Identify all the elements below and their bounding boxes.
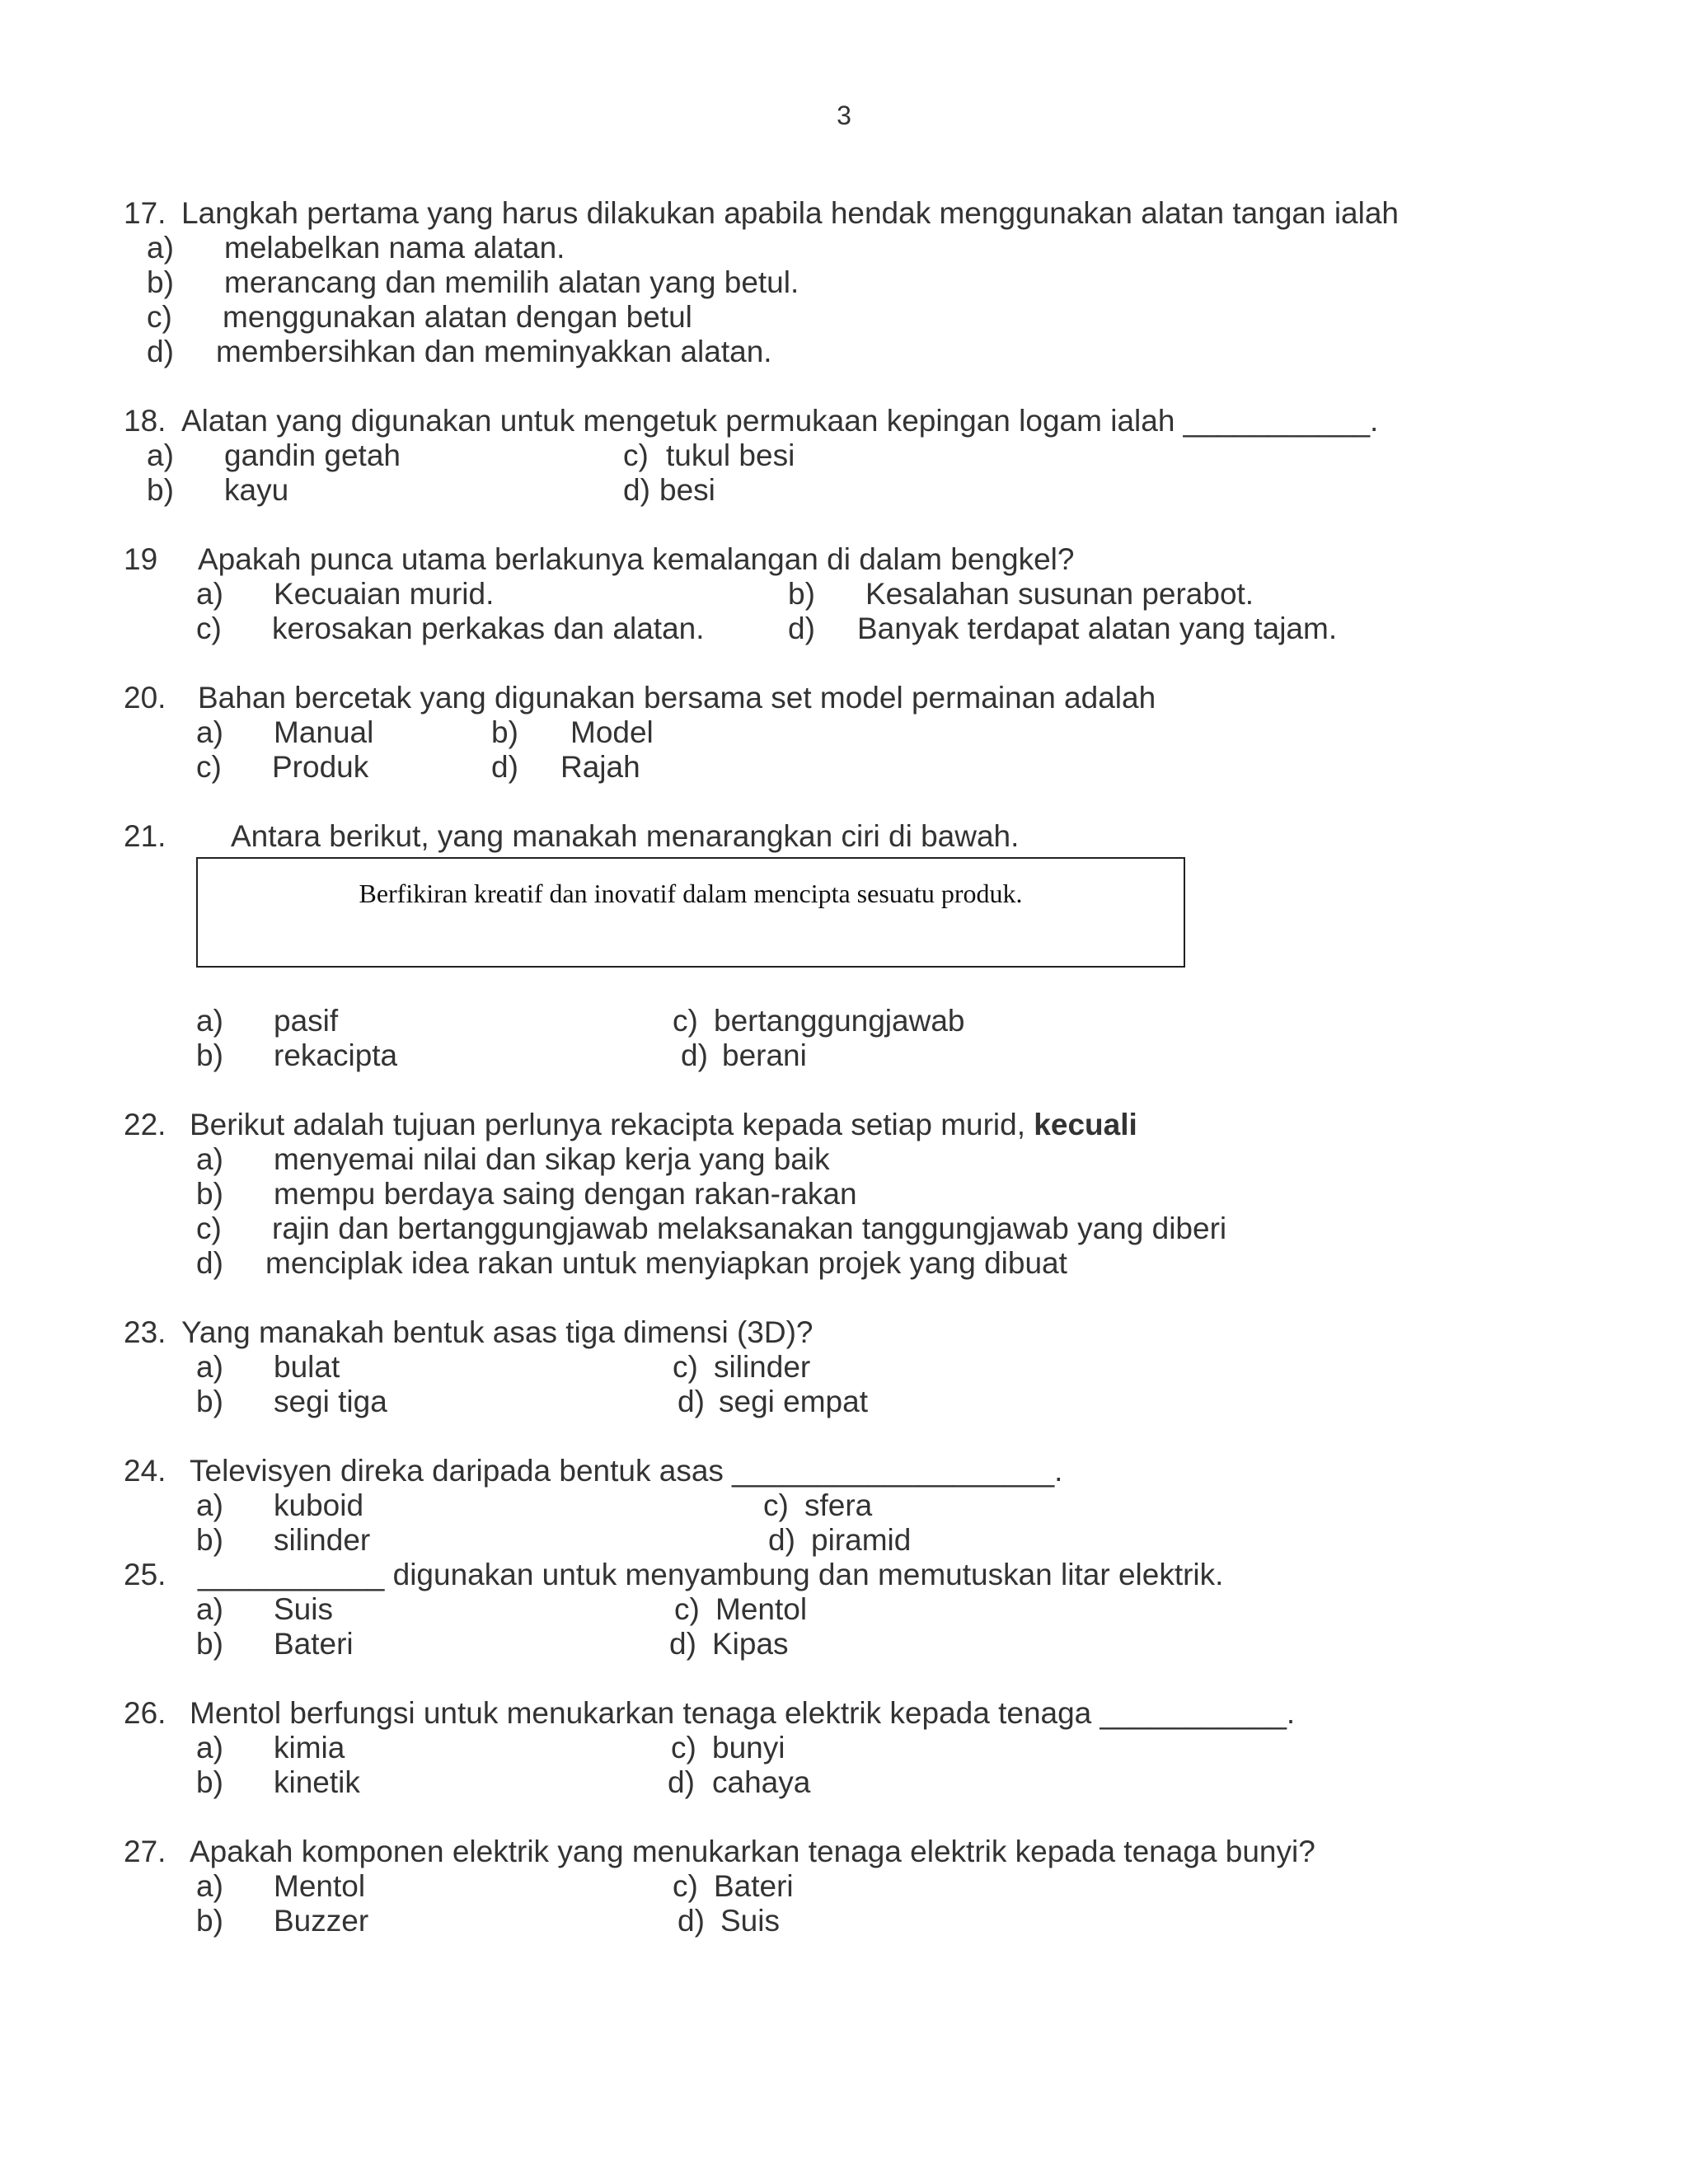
q17-option-a-letter: a) xyxy=(147,231,174,265)
q20-option-d-letter: d) xyxy=(491,750,518,784)
q24-option-d-text: piramid xyxy=(811,1523,912,1557)
q22-option-b-letter: b) xyxy=(196,1177,223,1211)
q24-text: Televisyen direka daripada bentuk asas ___________________. xyxy=(190,1454,1063,1488)
q21-text: Antara berikut, yang manakah menarangkan ciri di bawah. xyxy=(231,819,1020,853)
q22-text-bold: kecuali xyxy=(1034,1108,1137,1141)
q24-option-a-text: kuboid xyxy=(274,1488,364,1522)
q22-option-b-text: mempu berdaya saing dengan rakan-rakan xyxy=(274,1177,857,1211)
q27-option-c-text: Bateri xyxy=(714,1869,794,1903)
q18-option-a-letter: a) xyxy=(147,438,174,472)
q20-option-d-text: Rajah xyxy=(560,750,640,784)
q26-option-b-text: kinetik xyxy=(274,1765,360,1799)
q22-option-c-letter: c) xyxy=(196,1212,222,1245)
q27-number: 27. xyxy=(124,1835,166,1868)
q18-number: 18. xyxy=(124,404,166,438)
page-number: 3 xyxy=(837,101,851,130)
q20-number: 20. xyxy=(124,681,166,715)
q24-option-b-letter: b) xyxy=(196,1523,223,1557)
q20-option-b-letter: b) xyxy=(491,715,518,749)
q27-option-b-text: Buzzer xyxy=(274,1904,369,1938)
q25-option-d-text: Kipas xyxy=(712,1627,789,1661)
q17-text: Langkah pertama yang harus dilakukan apabila hendak menggunakan alatan tangan ialah xyxy=(181,196,1400,230)
q23-option-a-text: bulat xyxy=(274,1350,340,1384)
q24-option-c-letter: c) xyxy=(763,1488,789,1522)
q22-number: 22. xyxy=(124,1108,166,1141)
q23-option-b-text: segi tiga xyxy=(274,1385,387,1418)
q18-option-b-letter: b) xyxy=(147,473,174,507)
q27-option-d-text: Suis xyxy=(720,1904,780,1938)
q24-option-c-text: sfera xyxy=(804,1488,873,1522)
q24-option-b-text: silinder xyxy=(274,1523,371,1557)
q23-option-c-text: silinder xyxy=(714,1350,811,1384)
q18-option-d-letter: d) xyxy=(623,473,650,507)
q20-option-a-text: Manual xyxy=(274,715,374,749)
q20-option-c-letter: c) xyxy=(196,750,222,784)
q26-text: Mentol berfungsi untuk menukarkan tenaga elektrik kepada tenaga ___________. xyxy=(190,1696,1296,1730)
q20-text: Bahan bercetak yang digunakan bersama set model permainan adalah xyxy=(198,681,1156,715)
q27-option-b-letter: b) xyxy=(196,1904,223,1938)
q17-option-d-text: membersihkan dan meminyakkan alatan. xyxy=(216,335,772,368)
q19-option-d-letter: d) xyxy=(788,612,815,645)
q23-option-c-letter: c) xyxy=(673,1350,698,1384)
q19-option-c-letter: c) xyxy=(196,612,222,645)
q18-option-a-text: gandin getah xyxy=(224,438,401,472)
q23-text: Yang manakah bentuk asas tiga dimensi (3D)? xyxy=(181,1315,814,1349)
q26-option-c-letter: c) xyxy=(671,1731,696,1765)
q19-option-b-text: Kesalahan susunan perabot. xyxy=(865,577,1254,611)
q22-option-d-letter: d) xyxy=(196,1246,223,1280)
q20-option-b-text: Model xyxy=(570,715,654,749)
q22-option-a-letter: a) xyxy=(196,1142,223,1176)
q22-text xyxy=(190,1108,1137,1142)
q21-option-a-letter: a) xyxy=(196,1004,223,1038)
q23-number: 23. xyxy=(124,1315,166,1349)
q22-text-main: Berikut adalah tujuan perlunya rekacipta kepada setiap murid, xyxy=(190,1108,1026,1141)
q17-option-d-letter: d) xyxy=(147,335,174,368)
q19-option-a-letter: a) xyxy=(196,577,223,611)
q26-option-d-text: cahaya xyxy=(712,1765,811,1799)
q25-option-a-text: Suis xyxy=(274,1592,333,1626)
characteristic-box xyxy=(196,857,1185,968)
q25-number: 25. xyxy=(124,1558,166,1591)
q24-option-d-letter: d) xyxy=(768,1523,795,1557)
q17-option-c-letter: c) xyxy=(147,300,172,334)
q19-number: 19 xyxy=(124,542,158,576)
q26-option-a-letter: a) xyxy=(196,1731,223,1765)
q22-option-c-text: rajin dan bertanggungjawab melaksanakan tanggungjawab yang diberi xyxy=(272,1212,1227,1245)
q19-option-a-text: Kecuaian murid. xyxy=(274,577,495,611)
q25-option-b-text: Bateri xyxy=(274,1627,354,1661)
q22-option-d-text: menciplak idea rakan untuk menyiapkan projek yang dibuat xyxy=(265,1246,1067,1280)
q27-option-d-letter: d) xyxy=(678,1904,705,1938)
q22-option-a-text: menyemai nilai dan sikap kerja yang baik xyxy=(274,1142,830,1176)
q23-option-b-letter: b) xyxy=(196,1385,223,1418)
q23-option-a-letter: a) xyxy=(196,1350,223,1384)
q25-option-d-letter: d) xyxy=(669,1627,696,1661)
q21-option-b-letter: b) xyxy=(196,1038,223,1072)
q24-option-a-letter: a) xyxy=(196,1488,223,1522)
q25-option-b-letter: b) xyxy=(196,1627,223,1661)
q25-option-c-text: Mentol xyxy=(715,1592,808,1626)
q26-option-d-letter: d) xyxy=(668,1765,695,1799)
q26-option-b-letter: b) xyxy=(196,1765,223,1799)
q18-option-d-text: besi xyxy=(659,473,715,507)
q17-option-b-letter: b) xyxy=(147,265,174,299)
q19-option-d-text: Banyak terdapat alatan yang tajam. xyxy=(857,612,1338,645)
characteristic-box-text: Berfikiran kreatif dan inovatif dalam mencipta sesuatu produk. xyxy=(359,879,1023,908)
q25-option-a-letter: a) xyxy=(196,1592,223,1626)
q26-option-a-text: kimia xyxy=(274,1731,345,1765)
q27-option-c-letter: c) xyxy=(673,1869,698,1903)
q18-option-b-text: kayu xyxy=(224,473,289,507)
q21-number: 21. xyxy=(124,819,166,853)
q18-option-c-letter: c) xyxy=(623,438,649,472)
q21-option-a-text: pasif xyxy=(274,1004,339,1038)
q23-option-d-letter: d) xyxy=(678,1385,705,1418)
q23-option-d-text: segi empat xyxy=(719,1385,868,1418)
q17-number: 17. xyxy=(124,196,166,230)
q25-text: ___________ digunakan untuk menyambung dan memutuskan litar elektrik. xyxy=(198,1558,1224,1591)
q17-option-c-text: menggunakan alatan dengan betul xyxy=(223,300,692,334)
q24-number: 24. xyxy=(124,1454,166,1488)
q27-option-a-text: Mentol xyxy=(274,1869,366,1903)
q27-text: Apakah komponen elektrik yang menukarkan tenaga elektrik kepada tenaga bunyi? xyxy=(190,1835,1315,1868)
q20-option-a-letter: a) xyxy=(196,715,223,749)
q20-option-c-text: Produk xyxy=(272,750,369,784)
q19-text: Apakah punca utama berlakunya kemalangan di dalam bengkel? xyxy=(198,542,1075,576)
q17-option-b-text: merancang dan memilih alatan yang betul. xyxy=(224,265,799,299)
q18-option-c-text: tukul besi xyxy=(666,438,795,472)
q21-option-d-letter: d) xyxy=(681,1038,708,1072)
q21-option-d-text: berani xyxy=(722,1038,807,1072)
q19-option-b-letter: b) xyxy=(788,577,815,611)
q21-option-c-letter: c) xyxy=(673,1004,698,1038)
q17-option-a-text: melabelkan nama alatan. xyxy=(224,231,565,265)
q26-option-c-text: bunyi xyxy=(712,1731,785,1765)
q21-option-c-text: bertanggungjawab xyxy=(714,1004,965,1038)
q27-option-a-letter: a) xyxy=(196,1869,223,1903)
q25-option-c-letter: c) xyxy=(674,1592,700,1626)
q21-option-b-text: rekacipta xyxy=(274,1038,398,1072)
q26-number: 26. xyxy=(124,1696,166,1730)
q19-option-c-text: kerosakan perkakas dan alatan. xyxy=(272,612,705,645)
q18-text: Alatan yang digunakan untuk mengetuk permukaan kepingan logam ialah ___________. xyxy=(181,404,1379,438)
